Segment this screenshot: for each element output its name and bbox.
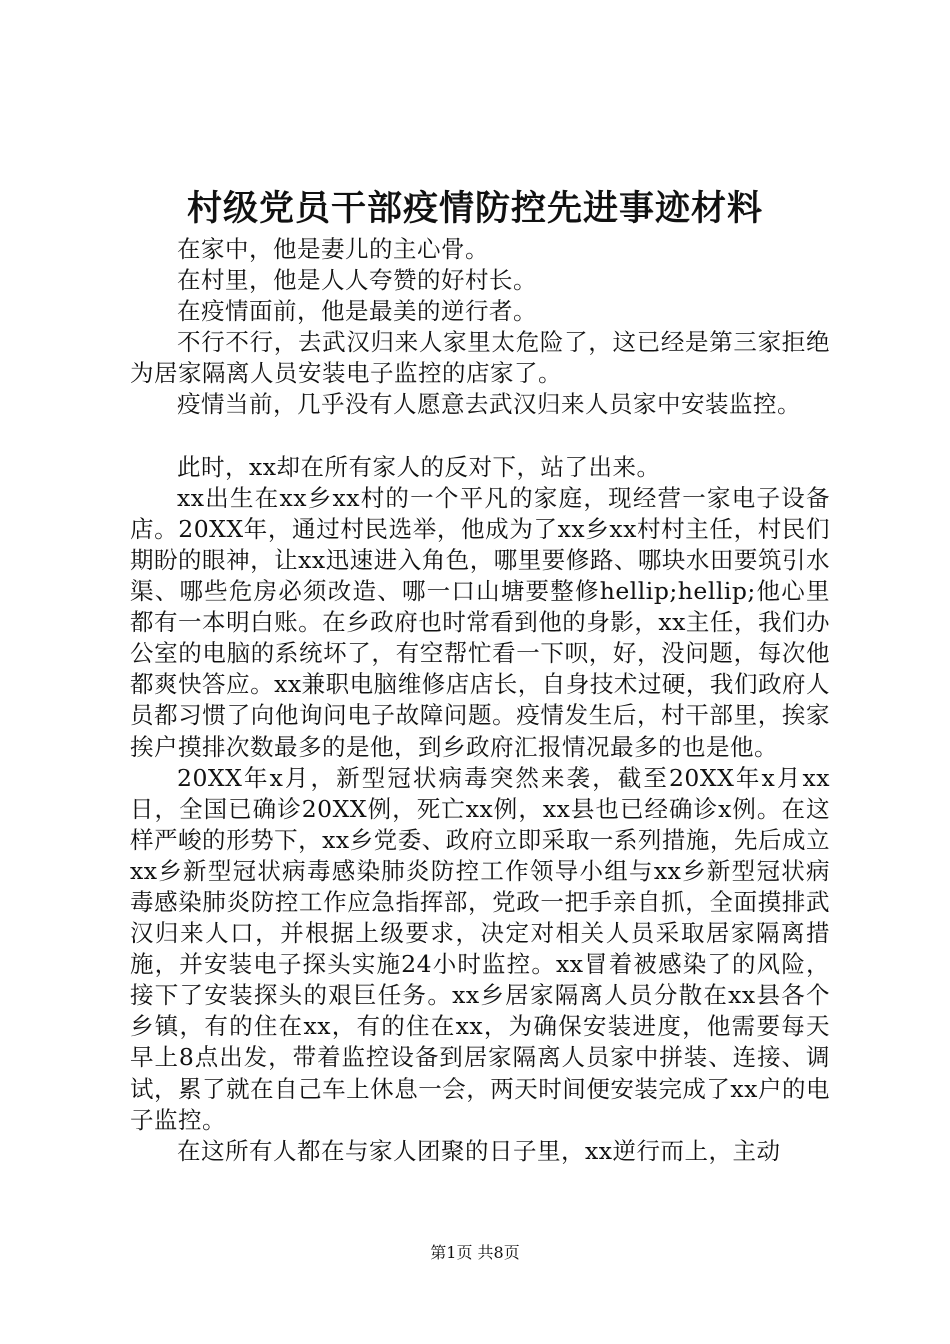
paragraph: 疫情当前，几乎没有人愿意去武汉归来人员家中安装监控。 — [177, 390, 801, 419]
paragraph: 在村里，他是人人夸赞的好村长。 — [177, 266, 537, 295]
paragraph: 此时，xx却在所有家人的反对下，站了出来。 — [177, 452, 661, 481]
paragraph: 在这所有人都在与家人团聚的日子里，xx逆行而上，主动 — [177, 1136, 781, 1165]
paragraph: 在疫情面前，他是最美的逆行者。 — [177, 297, 537, 326]
document-body — [130, 234, 830, 1167]
paragraph: 不行不行，去武汉归来人家里太危险了，这已经是第三家拒绝为居家隔离人员安装电子监控的店家了。 — [130, 328, 830, 388]
blank-line — [130, 421, 830, 452]
paragraph: 20XX年x月，新型冠状病毒突然来袭，截至20XX年x月xx日，全国已确诊20XX例，死亡xx例，xx县也已经确诊x例。在这样严峻的形势下，xx乡党委、政府立即采取一系列措施，先后成立xx乡新型冠状病毒感染肺炎防控工作领导小组与xx乡新型冠状病毒感染肺炎防控工作应急指挥部，党政一把手亲自抓，全面摸排武汉归来人口，并根据上级要求，决定对相关人员采取居家隔离措施，并安装电子探头实施24小时监控。xx冒着被感染了的风险，接下了安装探头的艰巨任务。xx乡居家隔离人员分散在xx县各个乡镇，有的住在xx，有的住在xx，为确保安装进度，他需要每天早上8点出发，带着监控设备到居家隔离人员家中拼装、连接、调试，累了就在自己车上休息一会，两天时间便安装完成了xx户的电子监控。 — [130, 763, 830, 1134]
document-title: 村级党员干部疫情防控先进事迹材料 — [186, 188, 763, 229]
page-footer: 第1页 共8页 — [430, 1243, 520, 1262]
paragraph: 在家中，他是妻儿的主心骨。 — [177, 235, 489, 263]
paragraph: xx出生在xx乡xx村的一个平凡的家庭，现经营一家电子设备店。20XX年，通过村民选举，他成为了xx乡xx村村主任，村民们期盼的眼神，让xx迅速进入角色，哪里要修路、哪块水田要筑引水渠、哪些危房必须改造、哪一口山塘要整修hellip;hellip;他心里都有一本明白账。在乡政府也时常看到他的身影，xx主任，我们办公室的电脑的系统坏了，有空帮忙看一下呗，好，没问题，每次他都爽快答应。xx兼职电脑维修店店长，自身技术过硬，我们政府人员都习惯了向他询问电子故障问题。疫情发生后，村干部里，挨家挨户摸排次数最多的是他，到乡政府汇报情况最多的也是他。 — [130, 483, 830, 761]
